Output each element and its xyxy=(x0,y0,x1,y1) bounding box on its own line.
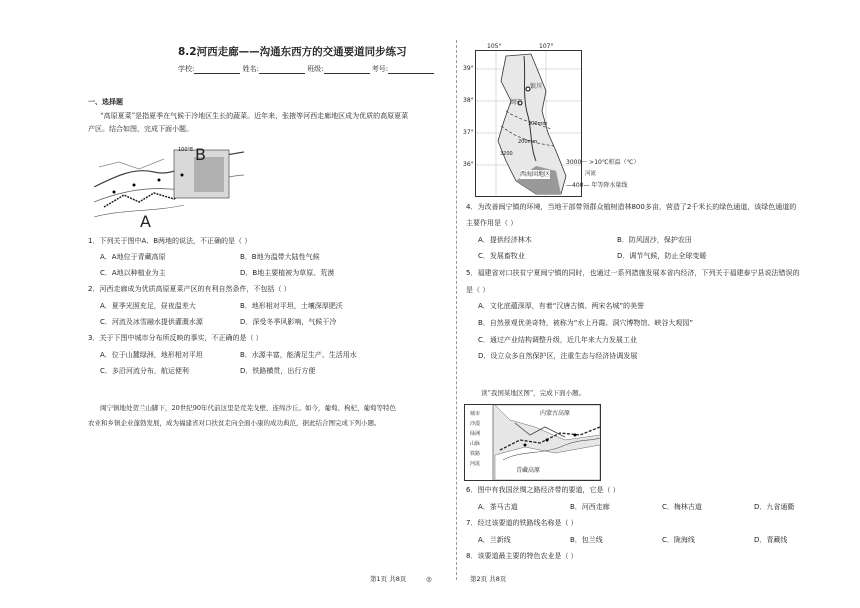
q5-option-a[interactable]: A．文化底蕴深厚，有着“汉唐古镇、两宋名城”的美誉 xyxy=(478,302,645,310)
map2-lon-2: 107° xyxy=(539,43,554,50)
student-info-line xyxy=(178,65,434,74)
map3-region-tibet: 青藏高原 xyxy=(516,467,541,474)
q1-option-c[interactable]: C．A地以种植业为主 xyxy=(100,269,166,277)
q4-stem-2: 主要作用是（ ） xyxy=(466,219,518,227)
name-field[interactable] xyxy=(259,66,305,74)
map2-contour-300: 300mm xyxy=(528,121,548,127)
q2-option-a[interactable]: A．夏季光照充足，昼夜温差大 xyxy=(100,302,196,310)
footer-page-right: 第2页 共8页 xyxy=(470,575,507,583)
map1-lon-label: 100°E xyxy=(178,147,194,153)
intro-line-1: “高原夏菜”是指夏季在气候干冷地区生长的蔬菜。近年来，张掖等河西走廊地区成为优质的高原夏菜 xyxy=(100,112,409,120)
map2-legend-3: —400— 年等降水量线 xyxy=(566,182,628,189)
q1-stem: 1．下列关于图中A、B两地的说法，不正确的是（ ） xyxy=(88,237,252,245)
class-field[interactable] xyxy=(324,66,370,74)
school-label: 学校: xyxy=(178,65,195,73)
passage2-line-2: 农业和乡镇企业蓬勃发展，成为福建省对口扶贫走向全面小康的成功典范，据此结合图完成下列小题。 xyxy=(88,419,381,427)
map3-legend-railway: 铁路 xyxy=(470,451,481,457)
q7-option-c[interactable]: C．陇海线 xyxy=(662,536,695,544)
number-label: 考号: xyxy=(371,65,389,73)
q3-option-a[interactable]: A．位于山麓绿洲，地形相对平坦 xyxy=(100,351,203,359)
q4-option-c[interactable]: C．发展畜牧业 xyxy=(478,252,525,260)
map1-label-b: B xyxy=(195,145,206,164)
q4-stem-1: 4．为改善闽宁镇的环境，当地干部带领群众植树造林800多亩，营造了2千米长的绿色通道，该绿色通道的 xyxy=(466,203,797,211)
q1-option-d[interactable]: D．B地主要植被为草原、荒漠 xyxy=(240,269,335,277)
map3-legend-river: 河流 xyxy=(470,461,481,467)
q7-option-d[interactable]: D．青藏线 xyxy=(754,536,788,544)
map1-label-a: A xyxy=(140,212,151,231)
map2-lat-2: 38° xyxy=(463,97,474,104)
q7-stem: 7．经过该要道的铁路线名称是（ ） xyxy=(466,519,578,527)
q6-stem: 6．图中有我国丝绸之路经济带的要道，它是（ ） xyxy=(466,486,620,494)
q4-option-a[interactable]: A．提供经济林木 xyxy=(478,236,532,244)
q5-option-d[interactable]: D．设立众多自然保护区，注重生态与经济协调发展 xyxy=(478,352,638,360)
map2-contour-3200: 3200 xyxy=(500,151,513,157)
map3-region-inner-mongolia: 内蒙古高原 xyxy=(540,410,571,417)
map2-legend-2: 河流 xyxy=(585,171,597,177)
q6-option-c[interactable]: C．梅林古道 xyxy=(662,503,702,511)
number-field[interactable] xyxy=(388,66,434,74)
q1-option-b[interactable]: B．B地为温带大陆性气候 xyxy=(240,253,320,261)
map2-lat-4: 36° xyxy=(463,161,474,168)
q3-stem: 3．关于下图中城市分布所反映的事实，不正确的是（ ） xyxy=(88,334,263,342)
q6-option-d[interactable]: D．九省通衢 xyxy=(754,503,795,511)
q5-stem-1: 5．福建省对口扶贫宁夏闽宁镇的同时，也通过一系列措施发展本省内经济，下列关于福建泰宁县说法错误的 xyxy=(466,269,800,277)
q2-stem: 2．河西走廊成为优质高原夏菜产区的有利自然条件，不包括（ ） xyxy=(88,285,291,293)
map2-region: 西海固地区 xyxy=(520,171,551,178)
name-label: 姓名: xyxy=(242,65,259,73)
section-title: 一、选择题 xyxy=(88,98,123,106)
q5-option-b[interactable]: B．自然景观优美奇特，被称为“水上丹霞、洞穴博物馆、峡谷大观园” xyxy=(478,319,694,327)
map2-lat-1: 39° xyxy=(463,65,474,72)
q4-option-b[interactable]: B．防风固沙，保护农田 xyxy=(617,236,692,244)
map3-legend-mountain: 山脉 xyxy=(470,441,481,447)
passage2-line-1: 闽宁镇地处贺兰山脚下，20世纪90年代前这里是荒芜戈壁、连绵沙丘。如今，葡萄、枸杞、葡萄等特色 xyxy=(100,404,397,412)
class-label: 班级: xyxy=(307,65,324,73)
map3-legend-desert: 沙漠 xyxy=(470,421,481,427)
q3-option-c[interactable]: C．多沿河流分布，航运便利 xyxy=(100,367,189,375)
map2-city-minning: 闽宁 xyxy=(510,99,523,106)
q4-option-d[interactable]: D．调节气候，防止全球变暖 xyxy=(617,252,707,260)
q6-option-a[interactable]: A．茶马古道 xyxy=(478,503,518,511)
q3-option-b[interactable]: B．水源丰富，能满足生产、生活用水 xyxy=(240,351,357,359)
column-divider xyxy=(456,40,457,580)
intro3: 读“我国某地区图”，完成下面小题。 xyxy=(481,389,586,397)
intro-line-2: 产区。结合如图，完成下面小题。 xyxy=(88,125,193,133)
map2-contour-200: 200mm xyxy=(518,139,538,145)
q6-option-b[interactable]: B．河西走廊 xyxy=(570,503,610,511)
q5-stem-2: 是（ ） xyxy=(466,286,490,294)
q2-option-d[interactable]: D．深受冬季风影响，气候干冷 xyxy=(240,318,337,326)
map2-lat-3: 37° xyxy=(463,129,474,136)
q3-option-d[interactable]: D．铁路横贯，出行方便 xyxy=(240,367,316,375)
map2-legend-1: 3000～ >10℃积温（℃） xyxy=(566,159,640,166)
page-title: 8.2河西走廊——沟通东西方的交通要道同步练习 xyxy=(178,46,407,58)
q2-option-c[interactable]: C．河流及冰雪融水提供灌溉水源 xyxy=(100,318,203,326)
footer-mid: ◎ xyxy=(426,575,432,583)
q7-option-b[interactable]: B．包兰线 xyxy=(570,536,603,544)
map2-lon-1: 105° xyxy=(487,43,502,50)
hexi-corridor-map xyxy=(94,147,244,227)
q5-option-c[interactable]: C．通过产业结构调整升级，近几年来大力发展工业 xyxy=(478,336,637,344)
map2-city-yinchuan: 银川 xyxy=(530,83,543,90)
q8-stem: 8．该要道最主要的特色农业是（ ） xyxy=(466,552,578,560)
q2-option-b[interactable]: B．地形相对平坦，土壤深厚肥沃 xyxy=(240,302,343,310)
school-field[interactable] xyxy=(194,66,240,74)
footer-page-left: 第1页 共8页 xyxy=(370,575,407,583)
map3-legend-oasis: 绿洲 xyxy=(470,431,481,437)
q7-option-a[interactable]: A．兰新线 xyxy=(478,536,511,544)
map3-legend-city: 城市 xyxy=(470,411,481,417)
q1-option-a[interactable]: A．A地位于青藏高原 xyxy=(100,253,166,261)
